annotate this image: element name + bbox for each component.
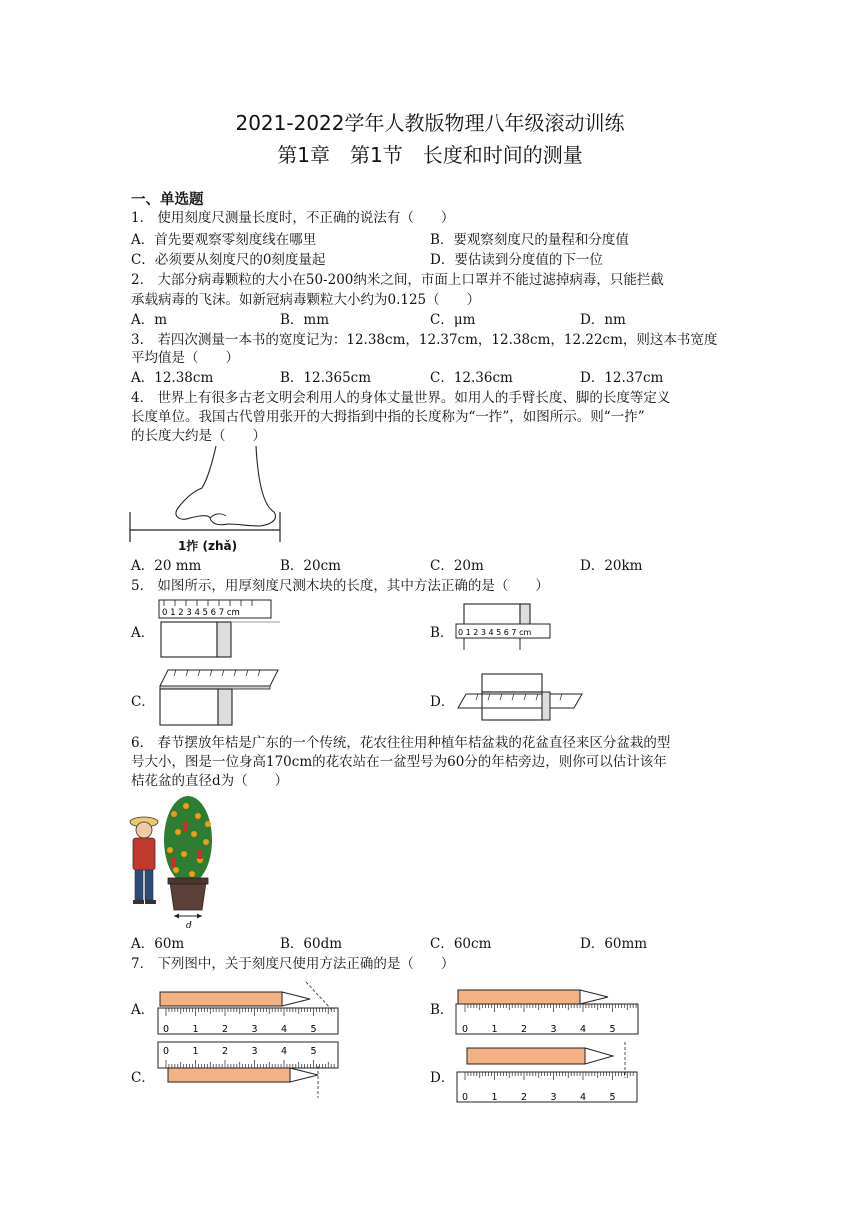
ruler-number: 3 [550,1024,557,1035]
ruler-number: 1 [491,1024,498,1035]
q5b-ruler-text: 0 1 2 3 4 5 6 7 cm [458,628,532,637]
q4-option-a[interactable]: A．20 mm [131,558,202,574]
q5a-ruler-text: 0 1 2 3 4 5 6 7 cm [162,608,240,618]
ruler-number: 4 [580,1092,587,1103]
ruler-number: 4 [281,1024,288,1035]
q5-option-b[interactable]: B． [430,625,454,641]
pencil-body [467,1048,585,1064]
ruler-number: 4 [580,1024,587,1035]
q1-stem: 1． 使用刻度尺测量长度时，不正确的说法有（ ） [131,210,455,226]
q5-figure-d [454,672,586,724]
q2-stem-line-2: 承载病毒的飞沫。如新冠病毒颗粒大小约为0.125（ ） [131,292,481,308]
q6-option-a[interactable]: A．60m [131,936,185,952]
q5-figure-b [454,602,558,654]
q7-figure-a [156,978,346,1038]
ruler-number: 3 [550,1092,557,1103]
ruler-number: 0 [163,1024,170,1035]
section-heading: 一、单选题 [131,192,204,208]
q2-option-c[interactable]: C．μm [430,312,476,328]
ruler-number: 5 [609,1092,616,1103]
ruler-number: 0 [163,1046,170,1057]
q1-option-c[interactable]: C．必须要从刻度尺的0刻度量起 [131,252,326,268]
ruler-number: 1 [192,1046,199,1057]
pencil-tip [290,1068,318,1082]
q5-option-d[interactable]: D． [430,694,455,710]
ruler-number: 2 [521,1024,528,1035]
q6-stem-line-2: 号大小，图是一位身高170cm的花农站在一盆型号为60分的年桔旁边，则你可以估计该年 [131,754,667,770]
hand-span-figure [128,444,288,544]
pencil-body [160,992,282,1006]
q7-option-b[interactable]: B． [430,1002,454,1018]
q3-option-c[interactable]: C．12.36cm [430,370,513,386]
hand-outline [176,446,276,526]
pencil-tip [580,990,608,1004]
q4-option-c[interactable]: C．20m [430,558,484,574]
kumquat-tree-illustration [164,796,212,910]
pencil-body [458,990,580,1004]
q3-stem-line-1: 3． 若四次测量一本书的宽度记为：12.38cm，12.37cm，12.38cm，12.22cm，则这本书宽度 [131,332,718,348]
farmer-tree-figure [128,792,228,930]
q4-option-b[interactable]: B．20cm [280,558,341,574]
q1-option-d[interactable]: D．要估读到分度值的下一位 [430,252,603,268]
farmer-illustration [130,817,158,904]
ruler-number: 3 [251,1024,258,1035]
q5-option-a[interactable]: A． [131,625,155,641]
q6-option-b[interactable]: B．60dm [280,936,343,952]
sight-line [306,982,332,1010]
title-line-1: 2021-2022学年人教版物理八年级滚动训练 [235,111,625,135]
q3-option-d[interactable]: D．12.37cm [580,370,664,386]
ruler-number: 4 [281,1046,288,1057]
ruler-number: 2 [222,1046,229,1057]
q5-figure-c [158,666,282,728]
q7-figure-c [156,1040,346,1100]
q2-option-d[interactable]: D．nm [580,312,626,328]
q7-option-c[interactable]: C． [131,1070,155,1086]
ruler-number: 1 [192,1024,199,1035]
diameter-label: d [186,921,192,931]
ruler-number: 2 [521,1092,528,1103]
hand-fold [210,514,226,518]
q2-option-b[interactable]: B．mm [280,312,330,328]
ruler-number: 0 [462,1092,469,1103]
ruler-number: 5 [310,1046,317,1057]
q4-option-d[interactable]: D．20km [580,558,643,574]
ruler-number: 0 [462,1024,469,1035]
q2-option-a[interactable]: A．m [131,312,168,328]
q4-stem-line-1: 4． 世界上有很多古老文明会利用人的身体丈量世界。如用人的手臂长度、脚的长度等定义 [131,390,671,406]
q6-stem-line-1: 6． 春节摆放年桔是广东的一个传统，花农往往用种植年桔盆栽的花盆直径来区分盆栽的型 [131,735,671,751]
q5-figure-a [158,598,282,662]
q3-option-b[interactable]: B．12.365cm [280,370,372,386]
ruler-number: 2 [222,1024,229,1035]
q6-option-c[interactable]: C．60cm [430,936,492,952]
span-label: 1拃 (zhǎ) [178,539,238,553]
q7-option-d[interactable]: D． [430,1070,455,1086]
ruler-number: 5 [609,1024,616,1035]
q2-stem-line-1: 2． 大部分病毒颗粒的大小在50-200纳米之间，市面上口罩并不能过滤掉病毒，只能拦截 [131,272,664,288]
q7-figure-b [455,984,645,1038]
ruler-number: 5 [310,1024,317,1035]
q6-stem-line-3: 桔花盆的直径d为（ ） [131,773,289,789]
q7-figure-d [455,1042,645,1106]
pencil-body [168,1068,290,1082]
q6-option-d[interactable]: D．60mm [580,936,648,952]
q4-stem-line-3: 的长度大约是（ ） [131,428,266,444]
q1-option-a[interactable]: A．首先要观察零刻度线在哪里 [131,232,317,248]
pencil-tip [585,1048,613,1064]
q4-stem-line-2: 长度单位。我国古代曾用张开的大拇指到中指的长度称为“一拃”，如图所示。则“一拃” [131,409,645,425]
q1-option-b[interactable]: B．要观察刻度尺的量程和分度值 [430,232,629,248]
ruler-number: 1 [491,1092,498,1103]
q5-stem: 5． 如图所示，用厚刻度尺测木块的长度，其中方法正确的是（ ） [131,578,549,594]
q7-option-a[interactable]: A． [131,1002,155,1018]
q7-stem: 7． 下列图中，关于刻度尺使用方法正确的是（ ） [131,956,455,972]
q5-option-c[interactable]: C． [131,694,155,710]
pencil-tip [282,992,310,1006]
ruler-number: 3 [251,1046,258,1057]
q3-option-a[interactable]: A．12.38cm [131,370,214,386]
title-line-2: 第1章 第1节 长度和时间的测量 [277,143,583,167]
q3-stem-line-2: 平均值是（ ） [131,350,239,366]
